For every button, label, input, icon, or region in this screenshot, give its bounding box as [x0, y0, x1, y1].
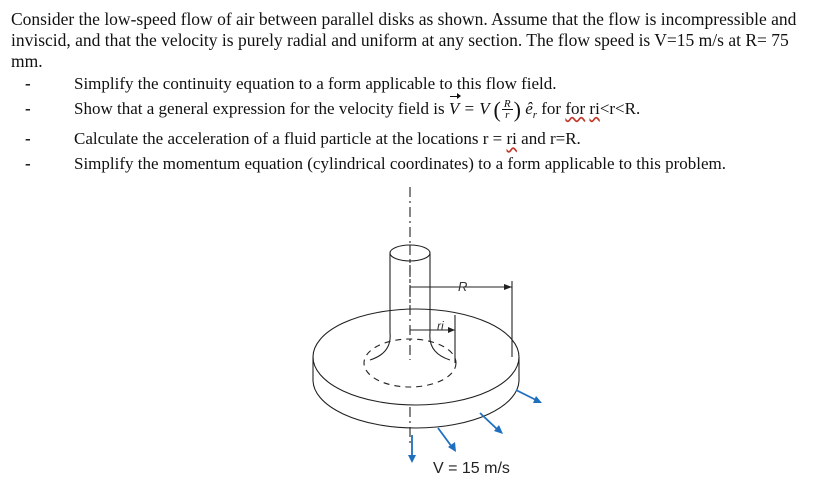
outflow-arrow-right-front: [480, 413, 498, 430]
velocity-equals: = V: [459, 98, 494, 118]
bullet-continuity-text: Simplify the continuity equation to a form applicable to this flow field.: [74, 74, 557, 93]
bullet-dash: -: [25, 129, 31, 148]
ri-label: ri: [437, 319, 444, 333]
acceleration-ri: ri: [506, 129, 517, 148]
disk-top-back: [313, 309, 519, 357]
open-paren: (: [493, 96, 501, 122]
fraction-denominator: r: [505, 109, 510, 122]
r-label: R: [458, 279, 468, 294]
outflow-arrowhead-down: [408, 455, 416, 463]
disk-top-front: [313, 357, 519, 405]
close-paren: ): [513, 96, 521, 122]
for-text: for: [537, 98, 566, 118]
range-text: <r<R.: [599, 98, 641, 118]
bullet-momentum-text: Simplify the momentum equation (cylindrical coordinates) to a form applicable to this problem.: [74, 153, 726, 173]
ri-text: ri: [589, 98, 600, 118]
bullet-list: [25, 72, 805, 176]
bullet-momentum: [25, 152, 805, 177]
fraction-numerator: R: [503, 98, 511, 111]
bullet-acceleration: [25, 127, 805, 152]
acceleration-prefix: Calculate the acceleration of a fluid particle at the locations r =: [74, 129, 507, 148]
outflow-arrow-front: [438, 428, 452, 447]
bullet-dash: -: [25, 74, 31, 93]
r-over-r-fraction: [502, 99, 513, 120]
bullet-velocity-field: [25, 97, 805, 128]
bullet-dash: -: [25, 98, 31, 118]
outflow-arrow-right: [516, 390, 536, 400]
unit-vector-e: ê: [525, 98, 533, 118]
bullet-continuity: [25, 72, 805, 97]
bullet-dash: -: [25, 153, 31, 173]
r-arrowhead: [504, 284, 512, 290]
velocity-field-prefix: Show that a general expression for the velocity field is: [74, 98, 449, 118]
unit-vector-subscript: r: [532, 108, 538, 121]
parallel-disks-figure: [300, 185, 560, 490]
acceleration-suffix: and r=R.: [516, 129, 581, 148]
velocity-vector-symbol: V: [448, 98, 460, 118]
problem-intro: Consider the low-speed flow of air between parallel disks as shown. Assume that the flow is incompressible and inviscid, and that the velocity is purely radial and uniform at any section. The flow speed is V=15 m/s at R= 75 mm.: [11, 9, 797, 71]
velocity-label: V = 15 m/s: [433, 460, 510, 477]
for-repeat-text: for: [565, 98, 586, 118]
